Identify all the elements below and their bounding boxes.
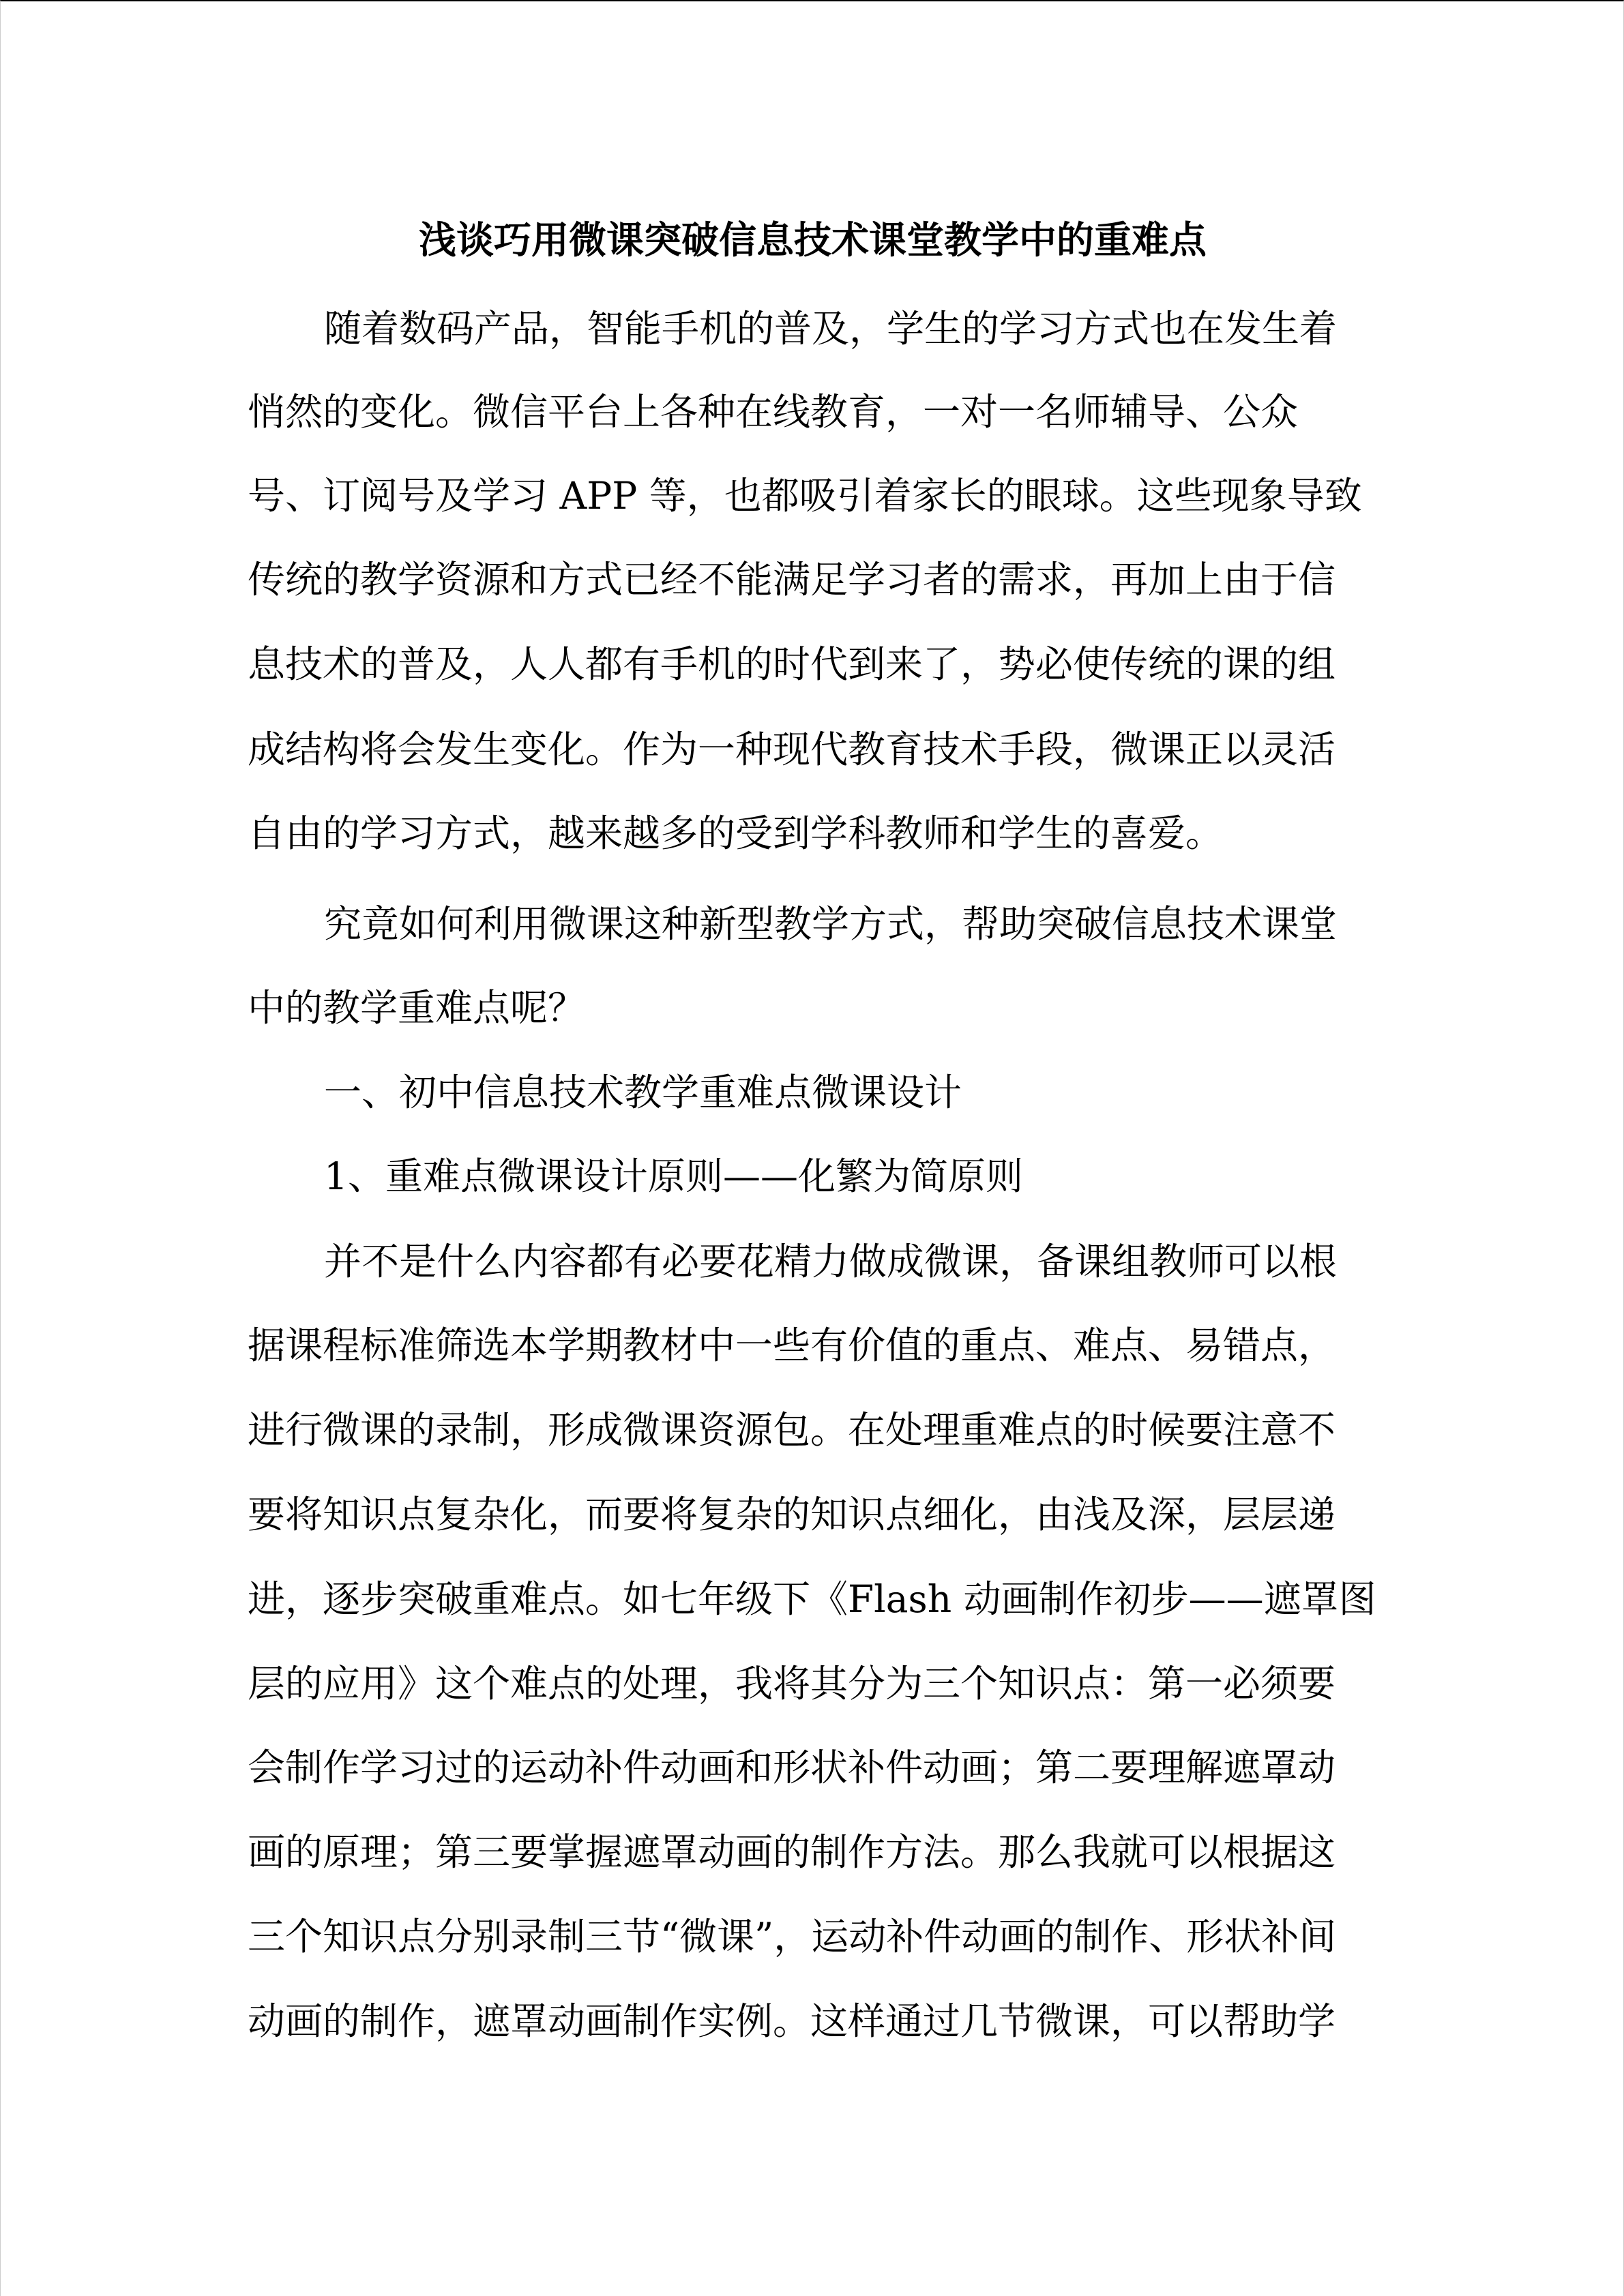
paragraph-line: 要将知识点复杂化，而要将复杂的知识点细化，由浅及深，层层递: [248, 1493, 1336, 1536]
document-title: 浅谈巧用微课突破信息技术课堂教学中的重难点: [418, 218, 1207, 262]
paragraph-line: 据课程标准筛选本学期教材中一些有价值的重点、难点、易错点，: [248, 1324, 1336, 1367]
paragraph-line: 画的原理；第三要掌握遮罩动画的制作方法。那么我就可以根据这: [248, 1830, 1336, 1874]
paragraph-line: 进，逐步突破重难点。如七年级下《Flash 动画制作初步——遮罩图: [248, 1577, 1376, 1621]
paragraph-line: 三个知识点分别录制三节“微课”，运动补件动画的制作、形状补间: [248, 1915, 1337, 1958]
paragraph-line: 成结构将会发生变化。作为一种现代教育技术手段，微课正以灵活: [248, 728, 1336, 771]
section-heading: 一、初中信息技术教学重难点微课设计: [324, 1071, 962, 1114]
paragraph-line: 息技术的普及，人人都有手机的时代到来了，势必使传统的课的组: [248, 642, 1336, 686]
paragraph-line: 动画的制作，遮罩动画制作实例。这样通过几节微课，可以帮助学: [248, 1999, 1336, 2043]
paragraph-line: 传统的教学资源和方式已经不能满足学习者的需求，再加上由于信: [248, 558, 1336, 601]
paragraph-line: 层的应用》这个难点的处理，我将其分为三个知识点：第一必须要: [248, 1662, 1336, 1705]
paragraph-line: 会制作学习过的运动补件动画和形状补件动画；第二要理解遮罩动: [248, 1746, 1336, 1789]
subsection-heading: 1、重难点微课设计原则——化繁为简原则: [324, 1154, 1023, 1198]
paragraph-line: 自由的学习方式，越来越多的受到学科教师和学生的喜爱。: [248, 811, 1224, 855]
paragraph-line: 究竟如何利用微课这种新型教学方式，帮助突破信息技术课堂: [324, 902, 1338, 946]
paragraph-line: 随着数码产品，智能手机的普及，学生的学习方式也在发生着: [324, 307, 1338, 351]
paragraph-line: 中的教学重难点呢？: [248, 986, 586, 1030]
paragraph-line: 进行微课的录制，形成微课资源包。在处理重难点的时候要注意不: [248, 1408, 1336, 1452]
paragraph-line: 号、订阅号及学习 APP 等，也都吸引着家长的眼球。这些现象导致: [248, 474, 1362, 518]
paragraph-line: 并不是什么内容都有必要花精力做成微课，备课组教师可以根: [324, 1240, 1338, 1283]
paragraph-line: 悄然的变化。微信平台上各种在线教育，一对一名师辅导、公众: [248, 390, 1299, 434]
